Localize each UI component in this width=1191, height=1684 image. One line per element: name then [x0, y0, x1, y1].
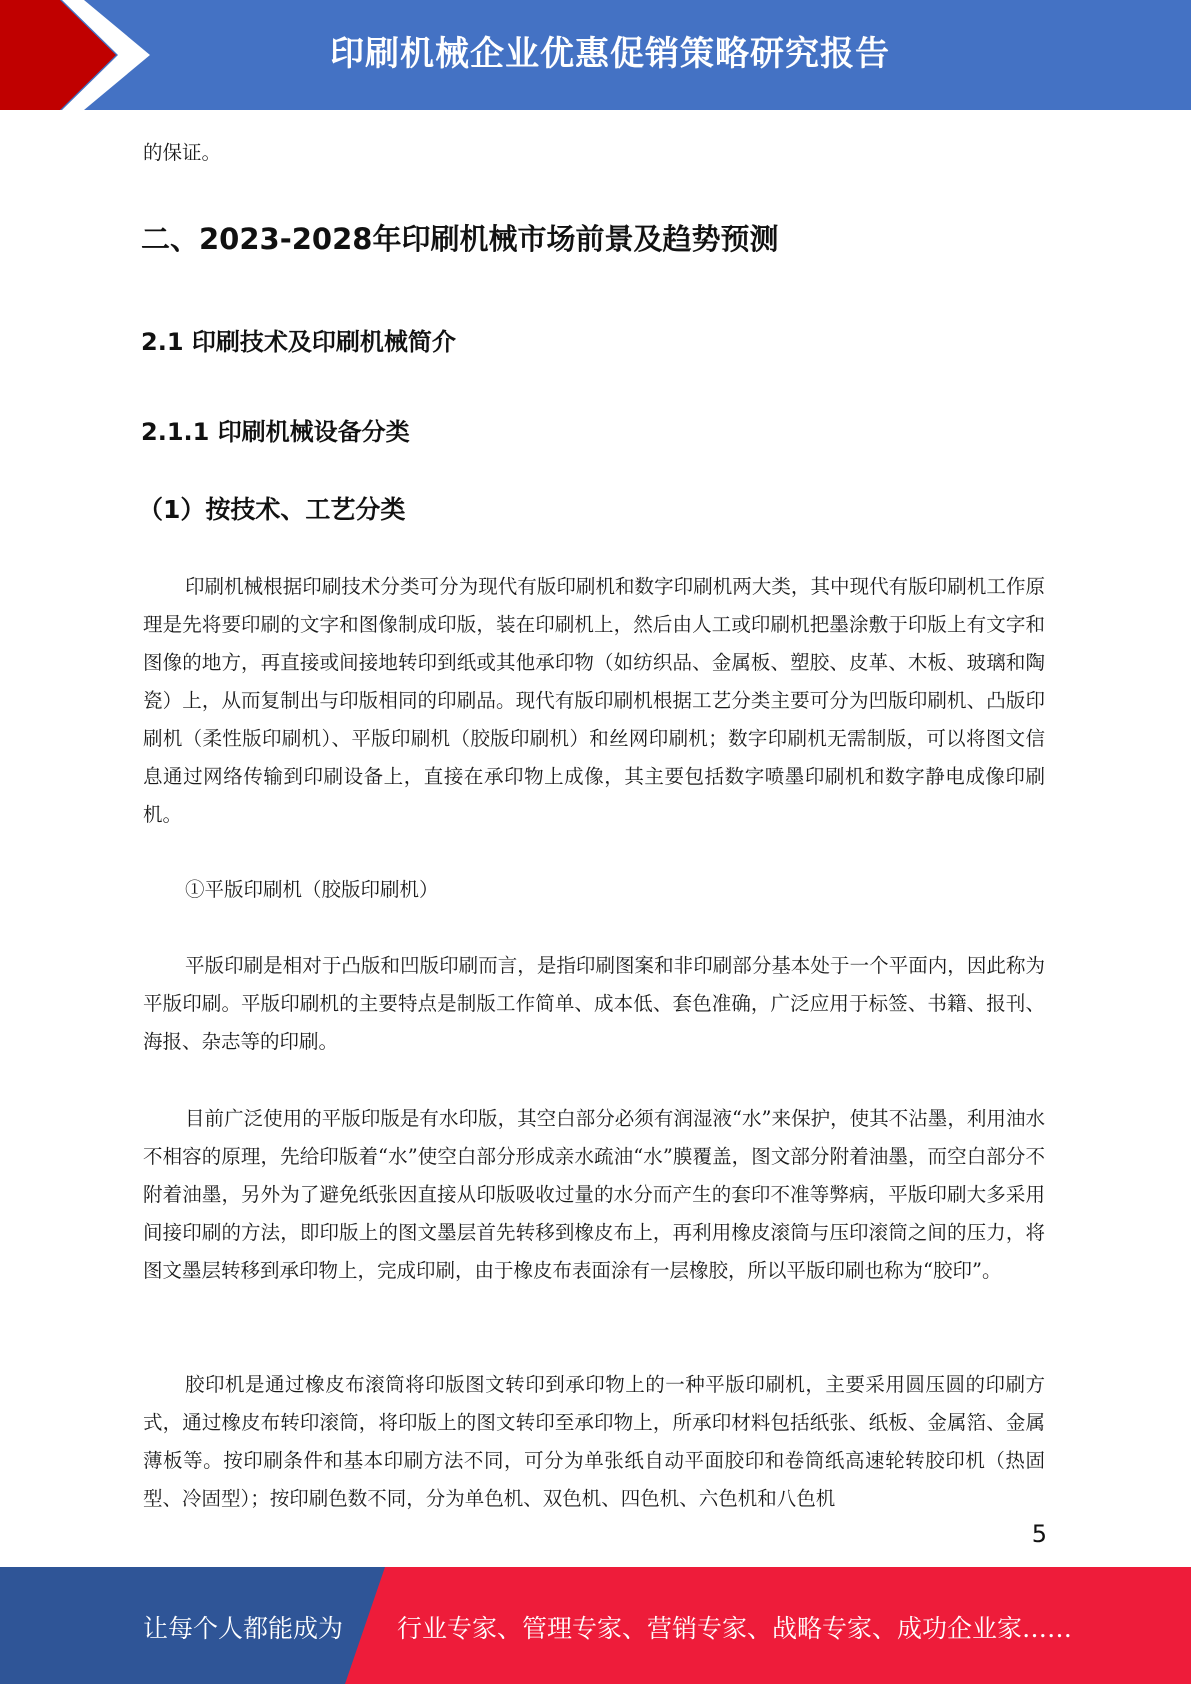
section-heading: 二、2023-2028年印刷机械市场前景及趋势预测	[141, 222, 779, 256]
item-heading: ①平版印刷机（胶版印刷机）	[185, 878, 439, 901]
paragraph-3: 目前广泛使用的平版印版是有水印版，其空白部分必须有润湿液“水”来保护，使其不沾墨，利用油水不相容的原理，先给印版着“水”使空白部分形成亲水疏油“水”膜覆盖，图文部分附着油墨，而空白部分不附着油墨，另外为了避免纸张因直接从印版吸收过量的水分而产生的套印不准等弊病，平版印刷大多采用间接印刷的方法，即印版上的图文墨层首先转移到橡皮布上，再利用橡皮滚筒与压印滚筒之间的压力，将图文墨层转移到承印物上，完成印刷，由于橡皮布表面涂有一层橡胶，所以平版印刷也称为“胶印”。	[143, 1107, 1045, 1282]
subsubsection-heading: 2.1.1 印刷机械设备分类	[141, 418, 410, 446]
category-heading: （1）按技术、工艺分类	[138, 495, 406, 524]
footer-slogan-right: 行业专家、管理专家、营销专家、战略专家、成功企业家……	[397, 1614, 1073, 1643]
paragraph-4: 胶印机是通过橡皮布滚筒将印版图文转印到承印物上的一种平版印刷机，主要采用圆压圆的印刷方式，通过橡皮布转印滚筒，将印版上的图文转印至承印物上，所承印材料包括纸张、纸板、金属箔、金属薄板等。按印刷条件和基本印刷方法不同，可分为单张纸自动平面胶印和卷筒纸高速轮转胶印机（热固型、冷固型）；按印刷色数不同，分为单色机、双色机、四色机、六色机和八色机	[143, 1373, 1045, 1510]
continuation-text: 的保证。	[143, 141, 222, 164]
report-title: 印刷机械企业优惠促销策略研究报告	[330, 34, 890, 74]
header-arrow-decoration	[0, 0, 200, 110]
page-number: 5	[1031, 1520, 1047, 1548]
page-footer	[0, 1567, 1191, 1684]
paragraph-2: 平版印刷是相对于凸版和凹版印刷而言，是指印刷图案和非印刷部分基本处于一个平面内，因此称为平版印刷。平版印刷机的主要特点是制版工作简单、成本低、套色准确，广泛应用于标签、书籍、报刊、海报、杂志等的印刷。	[143, 954, 1045, 1053]
page-header	[0, 0, 1191, 110]
subsection-heading: 2.1 印刷技术及印刷机械简介	[141, 328, 456, 356]
paragraph-1: 印刷机械根据印刷技术分类可分为现代有版印刷机和数字印刷机两大类，其中现代有版印刷机工作原理是先将要印刷的文字和图像制成印版，装在印刷机上，然后由人工或印刷机把墨涂敷于印版上有文字和图像的地方，再直接或间接地转印到纸或其他承印物（如纺织品、金属板、塑胶、皮革、木板、玻璃和陶瓷）上，从而复制出与印版相同的印刷品。现代有版印刷机根据工艺分类主要可分为凹版印刷机、凸版印刷机（柔性版印刷机）、平版印刷机（胶版印刷机）和丝网印刷机；数字印刷机无需制版，可以将图文信息通过网络传输到印刷设备上，直接在承印物上成像，其主要包括数字喷墨印刷机和数字静电成像印刷机。	[143, 575, 1045, 826]
footer-slogan-left: 让每个人都能成为	[143, 1614, 344, 1643]
